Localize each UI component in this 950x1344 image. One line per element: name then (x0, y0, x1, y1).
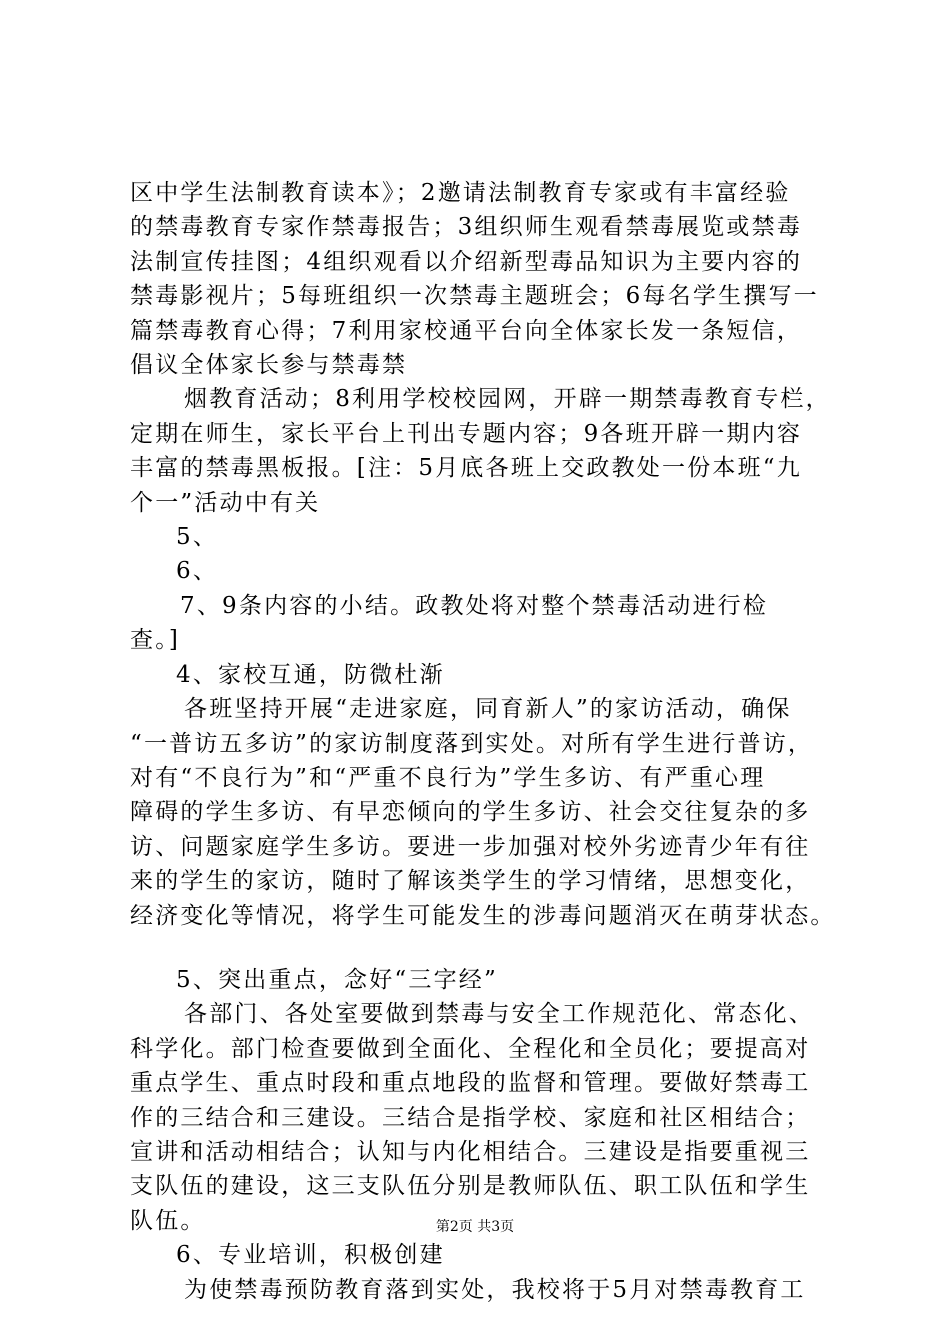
text-line: 各班坚持开展“走进家庭，同育新人”的家访活动，确保 (184, 696, 792, 723)
text-line: 对有“不良行为”和“严重不良行为”学生多访、有严重心理 (130, 764, 766, 791)
text-line: 5、突出重点，念好“三字经” (176, 966, 498, 993)
text-line: 4、家校互通，防微杜渐 (176, 661, 445, 688)
text-line: 作的三结合和三建设。三结合是指学校、家庭和社区相结合； (130, 1104, 811, 1131)
text-line: 倡议全体家长参与禁毒禁 (130, 352, 408, 379)
text-line: 5、 (176, 524, 219, 551)
text-line: “一普访五多访”的家访制度落到实处。对所有学生进行普访， (130, 730, 814, 757)
text-line: 科学化。部门检查要做到全面化、全程化和全员化；要提高对 (130, 1035, 811, 1062)
text-line: 来的学生的家访，随时了解该类学生的学习情绪，思想变化， (130, 868, 811, 895)
document-body (130, 176, 842, 1307)
text-line: 经济变化等情况，将学生可能发生的涉毒问题消灭在萌芽状态。 (130, 902, 836, 929)
text-line: 查。] (130, 627, 181, 654)
text-line: 的禁毒教育专家作禁毒报告；3组织师生观看禁毒展览或禁毒 (130, 214, 803, 241)
text-line: 丰富的禁毒黑板报。[注：5月底各班上交政教处一份本班“九 (130, 455, 802, 482)
blank-line (130, 933, 842, 963)
text-line: 禁毒影视片；5每班组织一次禁毒主题班会；6每名学生撰写一 (130, 283, 819, 310)
text-line: 队伍。 (130, 1207, 206, 1234)
text-line: 宣讲和活动相结合；认知与内化相结合。三建设是指要重视三 (130, 1138, 811, 1165)
text-line: 访、问题家庭学生多访。要进一步加强对校外劣迹青少年有往 (130, 833, 811, 860)
text-line: 烟教育活动；8利用学校校园网，开辟一期禁毒教育专栏， (184, 386, 831, 413)
text-line: 重点学生、重点时段和重点地段的监督和管理。要做好禁毒工 (130, 1070, 811, 1097)
text-line: 7、9条内容的小结。政教处将对整个禁毒活动进行检 (180, 592, 769, 619)
text-line: 个一”活动中有关 (130, 489, 321, 516)
text-line: 障碍的学生多访、有早恋倾向的学生多访、社会交往复杂的多 (130, 799, 811, 826)
text-line: 6、专业培训，积极创建 (176, 1242, 445, 1269)
text-line: 篇禁毒教育心得；7利用家校通平台向全体家长发一条短信， (130, 317, 803, 344)
page-footer: 第2页 共3页 (435, 1219, 515, 1235)
text-line: 为使禁毒预防教育落到实处，我校将于5月对禁毒教育工 (184, 1276, 806, 1303)
text-line: 6、 (176, 558, 219, 585)
text-line: 支队伍的建设，这三支队伍分别是教师队伍、职工队伍和学生 (130, 1173, 811, 1200)
text-line: 定期在师生，家长平台上刊出专题内容；9各班开辟一期内容 (130, 420, 803, 447)
text-line: 法制宣传挂图；4组织观看以介绍新型毒品知识为主要内容的 (130, 248, 803, 275)
text-line: 区中学生法制教育读本》；2邀请法制教育专家或有丰富经验 (130, 180, 791, 206)
text-line: 各部门、各处室要做到禁毒与安全工作规范化、常态化、 (184, 1001, 814, 1028)
